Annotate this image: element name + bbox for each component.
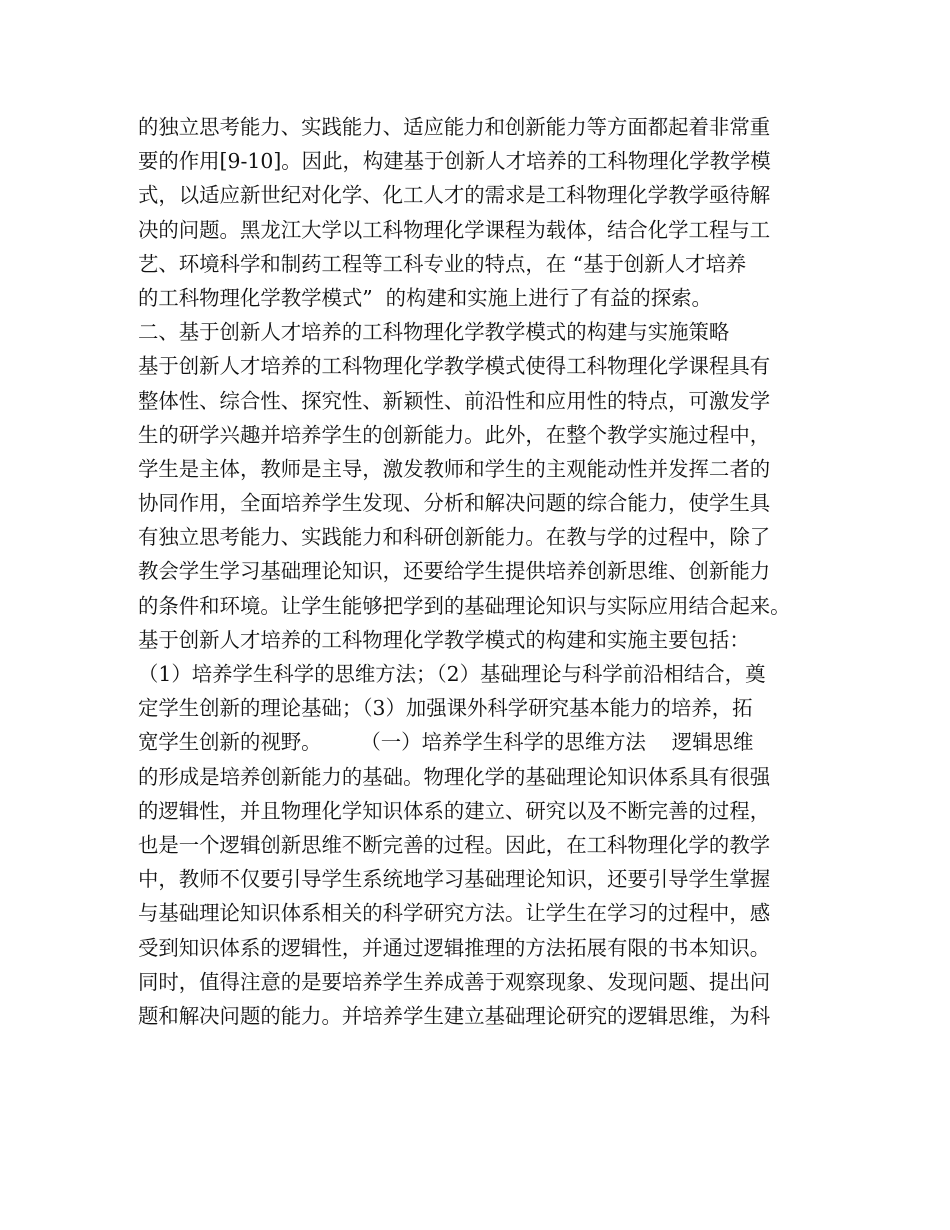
text-line: 学生是主体，教师是主导，激发教师和学生的主观能动性并发挥二者的 — [138, 456, 771, 481]
text-line: 受到知识体系的逻辑性，并通过逻辑推理的方法拓展有限的书本知识。 — [138, 935, 771, 960]
text-line: 式，以适应新世纪对化学、化工人才的需求是工科物理化学教学亟待解 — [138, 183, 771, 208]
text-line: 协同作用，全面培养学生发现、分析和解决问题的综合能力，使学生具 — [138, 491, 771, 516]
text-line: 基于创新人才培养的工科物理化学教学模式的构建和实施主要包括： — [138, 627, 750, 652]
text-line: 也是一个逻辑创新思维不断完善的过程。因此，在工科物理化学的教学 — [138, 832, 771, 857]
text-line: 的逻辑性，并且物理化学知识体系的建立、研究以及不断完善的过程， — [138, 798, 771, 823]
text-line: 与基础理论知识体系相关的科学研究方法。让学生在学习的过程中，感 — [138, 901, 771, 926]
text-line: 有独立思考能力、实践能力和科研创新能力。在教与学的过程中，除了 — [138, 525, 771, 550]
text-line: 同时，值得注意的是要培养学生养成善于观察现象、发现问题、提出问 — [138, 969, 771, 994]
text-line: 基于创新人才培养的工科物理化学教学模式使得工科物理化学课程具有 — [138, 354, 771, 379]
text-line: 的形成是培养创新能力的基础。物理化学的基础理论知识体系具有很强 — [138, 764, 771, 789]
body-text — [138, 110, 838, 1033]
text-line: 定学生创新的理论基础；（3）加强课外科学研究基本能力的培养，拓 — [138, 696, 753, 721]
text-line: 的条件和环境。让学生能够把学到的基础理论知识与实际应用结合起来。 — [138, 593, 791, 618]
text-line: 要的作用[9-10]。因此，构建基于创新人才培养的工科物理化学教学模 — [138, 149, 771, 174]
text-line: 决的问题。黑龙江大学以工科物理化学课程为载体，结合化学工程与工 — [138, 217, 771, 242]
text-line: 的工科物理化学教学模式” 的构建和实施上进行了有益的探索。 — [138, 285, 712, 310]
text-line: 中，教师不仅要引导学生系统地学习基础理论知识，还要引导学生掌握 — [138, 867, 771, 892]
text-line: 生的研学兴趣并培养学生的创新能力。此外，在整个教学实施过程中， — [138, 422, 771, 447]
text-line: 整体性、综合性、探究性、新颖性、前沿性和应用性的特点，可激发学 — [138, 388, 771, 413]
text-line: 艺、环境科学和制药工程等工科专业的特点，在 “基于创新人才培养 — [138, 251, 747, 276]
text-line: （1）培养学生科学的思维方法；（2）基础理论与科学前沿相结合，奠 — [138, 662, 766, 686]
text-line: 题和解决问题的能力。并培养学生建立基础理论研究的逻辑思维，为科 — [138, 1003, 771, 1028]
text-line: 的独立思考能力、实践能力、适应能力和创新能力等方面都起着非常重 — [138, 115, 771, 139]
text-line: 宽学生创新的视野。 （一）培养学生科学的思维方法 逻辑思维 — [138, 730, 754, 755]
section-heading: 二、基于创新人才培养的工科物理化学教学模式的构建与实施策略 — [138, 320, 730, 345]
text-line: 教会学生学习基础理论知识，还要给学生提供培养创新思维、创新能力 — [138, 559, 771, 584]
